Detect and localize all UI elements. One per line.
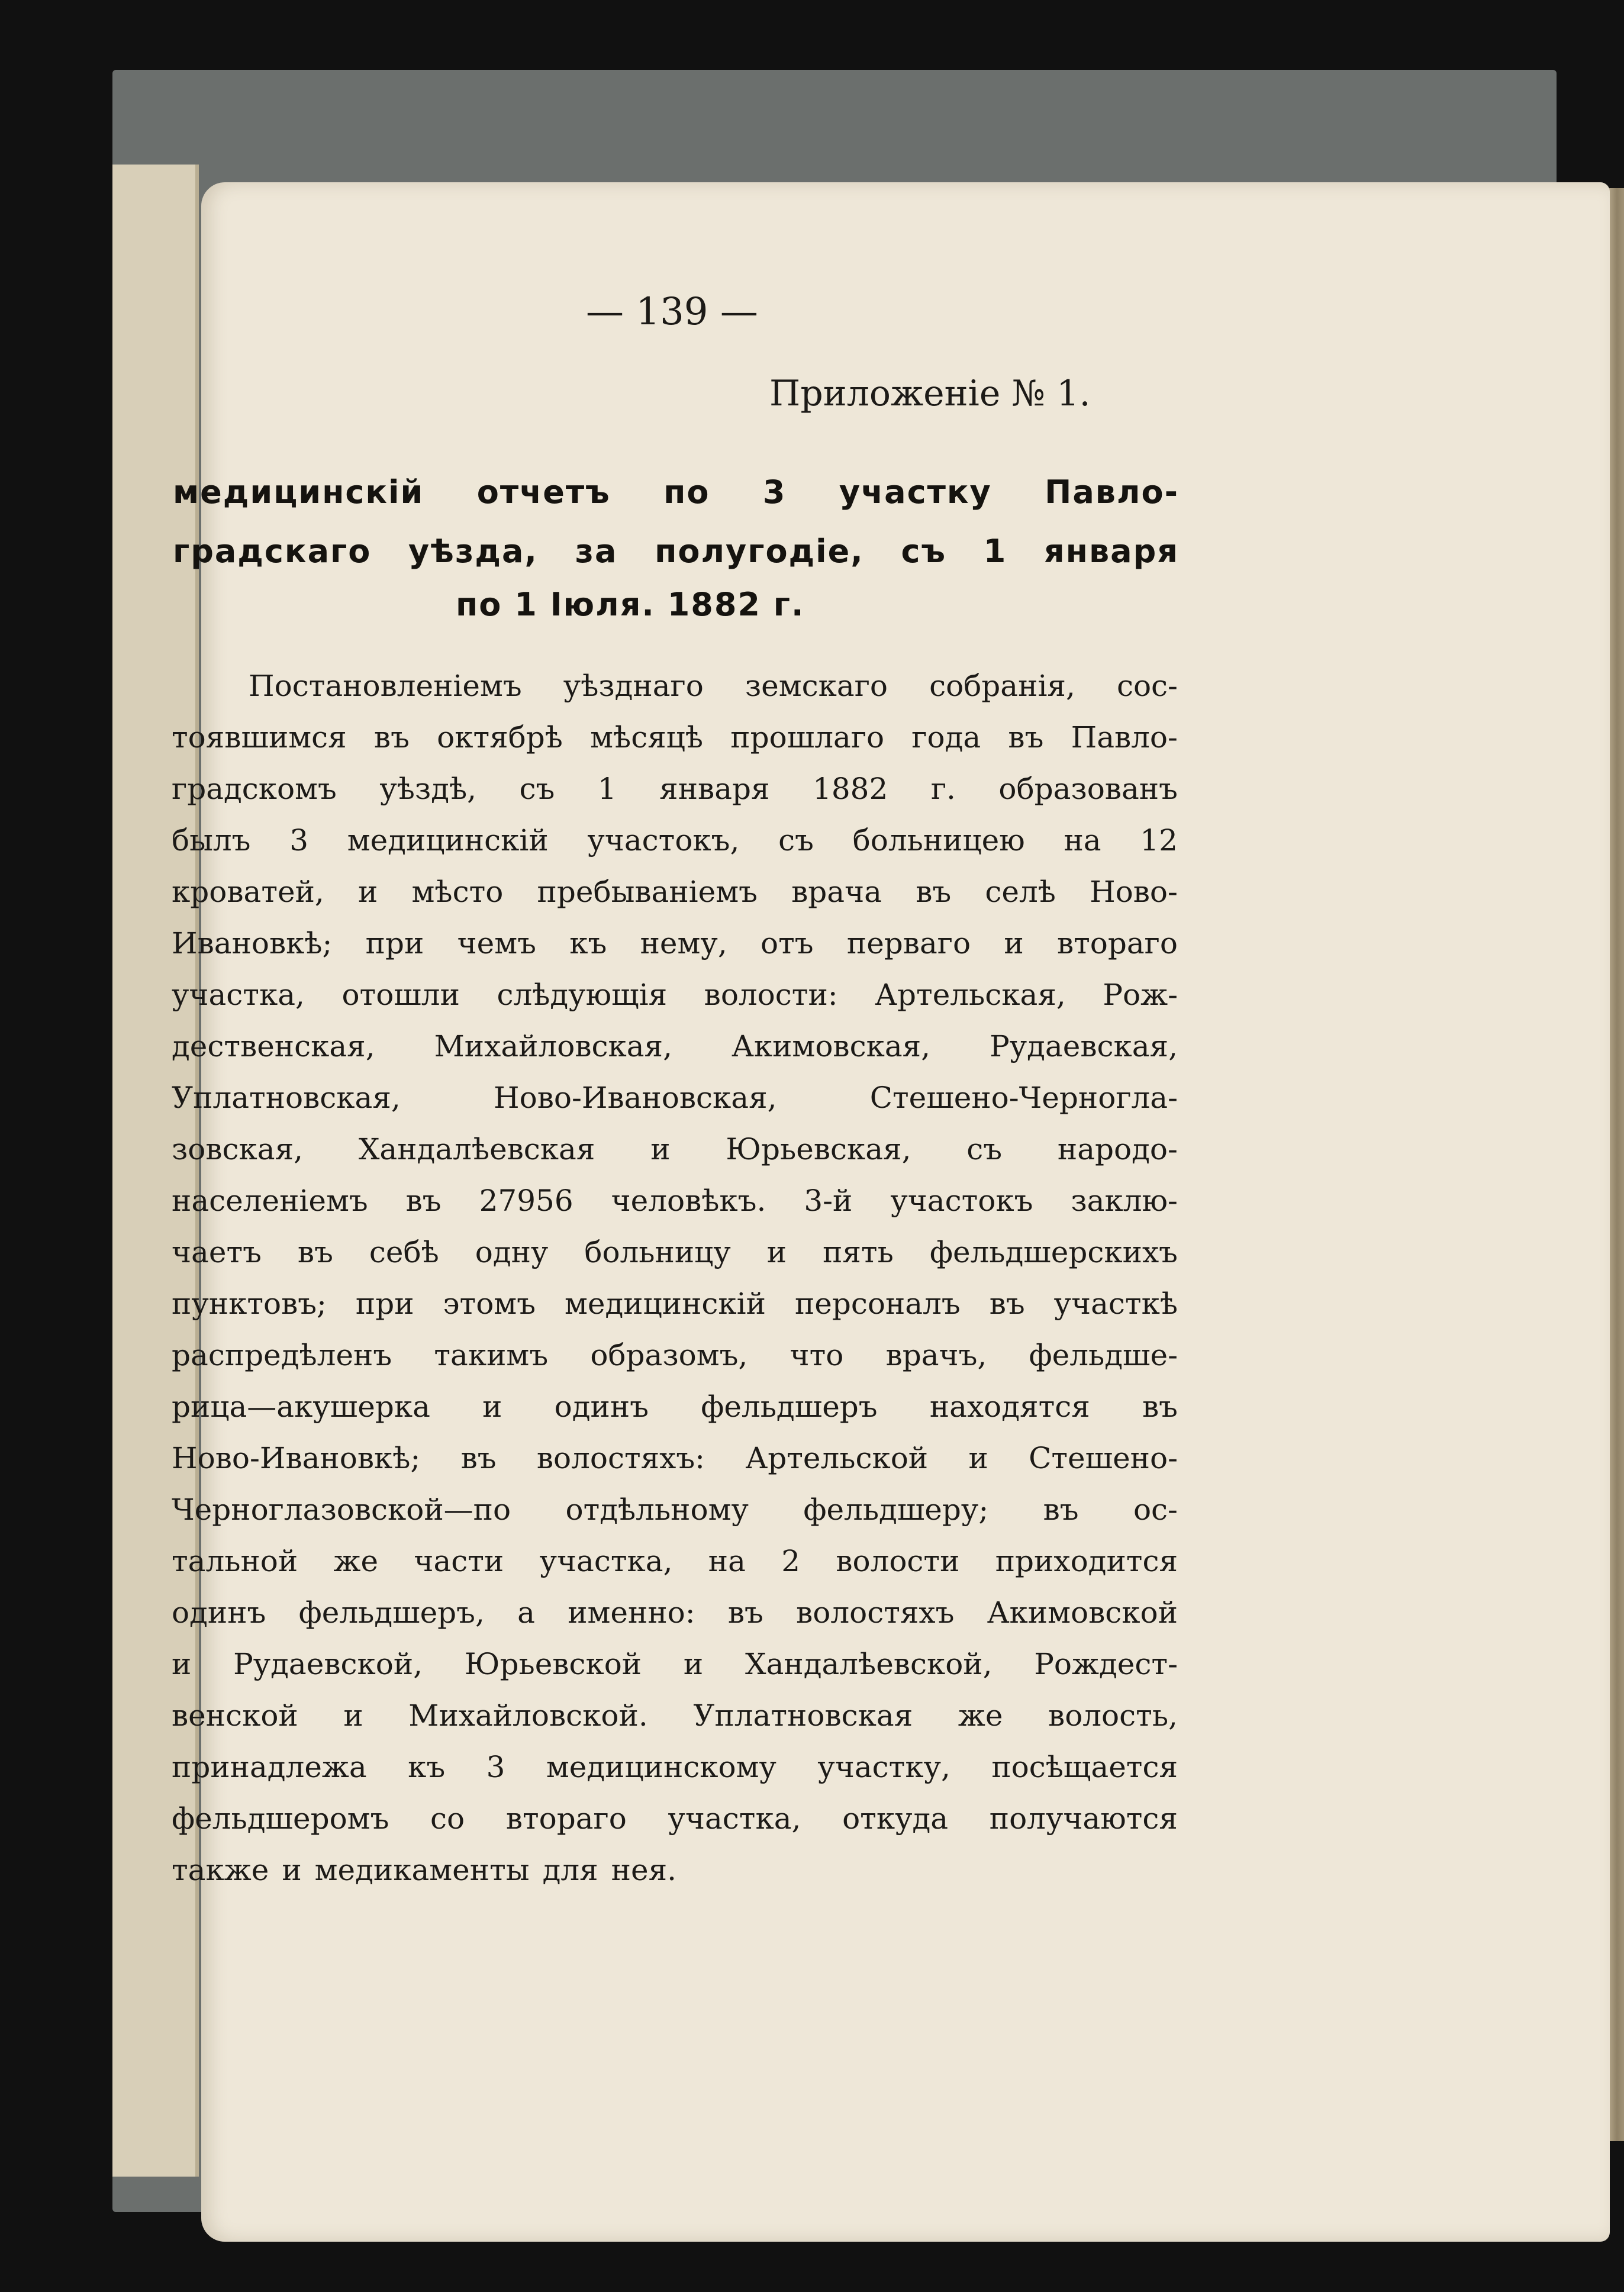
word: именно: xyxy=(568,1595,695,1630)
word: откуда xyxy=(842,1801,949,1836)
text-line xyxy=(172,1535,1178,1587)
word: этомъ xyxy=(443,1286,536,1321)
text-line xyxy=(172,1690,1178,1741)
word: участку, xyxy=(817,1749,950,1784)
word: для xyxy=(542,1852,598,1887)
word: части xyxy=(414,1543,504,1578)
text-line xyxy=(172,1587,1178,1638)
word: образованъ xyxy=(998,771,1178,806)
text-line xyxy=(172,866,1178,917)
word: 12 xyxy=(1140,823,1178,858)
word: Ивановкѣ; xyxy=(172,926,333,960)
word: перваго xyxy=(846,926,971,960)
word: и xyxy=(968,1440,988,1475)
word: 27956 xyxy=(479,1183,573,1218)
title-word: января xyxy=(1044,533,1179,570)
word: фельдше- xyxy=(1029,1337,1178,1372)
word: тальной xyxy=(172,1543,298,1578)
word: нему, xyxy=(640,926,727,960)
text-line xyxy=(172,1329,1178,1381)
word: слѣдующія xyxy=(497,977,668,1012)
word: находятся xyxy=(929,1389,1090,1424)
text-line xyxy=(172,1381,1178,1432)
word: Ново-Ивановкѣ; xyxy=(172,1440,421,1475)
word: населеніемъ xyxy=(172,1183,368,1218)
text-line xyxy=(172,917,1178,969)
word: Артельской xyxy=(745,1440,929,1475)
word: человѣкъ. xyxy=(611,1183,766,1218)
word: втораго xyxy=(1056,926,1178,960)
word: и xyxy=(358,874,378,909)
word: января xyxy=(659,771,770,806)
word: Акимовской xyxy=(987,1595,1178,1630)
word: 3 xyxy=(486,1749,505,1784)
word: такимъ xyxy=(434,1337,549,1372)
word: 1 xyxy=(597,771,617,806)
word: больницу xyxy=(584,1234,731,1269)
word: мѣсяцѣ xyxy=(590,720,704,755)
word: медицинскій xyxy=(347,823,549,858)
title-word: уѣзда, xyxy=(408,533,538,570)
word: медицинскій xyxy=(565,1286,766,1321)
title-word: медицинскій xyxy=(173,473,424,511)
word: зовская, xyxy=(172,1132,304,1166)
word: что xyxy=(790,1337,844,1372)
text-line xyxy=(172,1793,1178,1844)
word: распредѣленъ xyxy=(172,1337,392,1372)
word: въ xyxy=(460,1440,497,1475)
word: при xyxy=(365,926,424,960)
word: Юрьевской xyxy=(464,1646,642,1681)
word: г. xyxy=(930,771,956,806)
body-text xyxy=(172,660,1178,1896)
word: себѣ xyxy=(369,1234,439,1269)
word: кроватей, xyxy=(172,874,324,909)
word: участкѣ xyxy=(1053,1286,1178,1321)
word: въ xyxy=(1142,1389,1178,1424)
text-line xyxy=(172,1432,1178,1484)
word: участка, xyxy=(668,1801,801,1836)
word: собранія, xyxy=(929,668,1075,703)
text-line xyxy=(172,1741,1178,1793)
title-word: градскаго xyxy=(173,533,372,570)
word: народо- xyxy=(1057,1132,1178,1166)
word: и xyxy=(683,1646,704,1681)
word: участокъ, xyxy=(587,823,740,858)
word: волости: xyxy=(704,977,838,1012)
word: участокъ xyxy=(890,1183,1033,1218)
word: Рож- xyxy=(1103,977,1178,1012)
word: персоналъ xyxy=(794,1286,961,1321)
word: въ xyxy=(989,1286,1025,1321)
word: волость, xyxy=(1048,1698,1178,1733)
title-word: полугодіе, xyxy=(655,533,864,570)
word: Павло- xyxy=(1071,720,1178,755)
word: Уплатновская xyxy=(693,1698,913,1733)
word: и xyxy=(1004,926,1024,960)
word: 3 xyxy=(289,823,308,858)
word: фельдшерскихъ xyxy=(929,1234,1178,1269)
word: же xyxy=(333,1543,379,1578)
word: венской xyxy=(172,1698,298,1733)
word: Ново-Ивановская, xyxy=(494,1080,777,1115)
word: отдѣльному xyxy=(565,1492,749,1527)
word: втораго xyxy=(505,1801,627,1836)
word: въ xyxy=(405,1183,442,1218)
word: Уплатновская, xyxy=(172,1080,401,1115)
word: отошли xyxy=(341,977,460,1012)
word: участка, xyxy=(539,1543,673,1578)
word: земскаго xyxy=(745,668,888,703)
text-line xyxy=(172,1175,1178,1226)
text-line xyxy=(172,1020,1178,1072)
text-line xyxy=(172,969,1178,1020)
word: 1882 xyxy=(813,771,888,806)
word: а xyxy=(517,1595,535,1630)
word: больницею xyxy=(852,823,1025,858)
word: одну xyxy=(475,1234,549,1269)
word: года xyxy=(911,720,981,755)
word: Стешено- xyxy=(1029,1440,1178,1475)
word: приходится xyxy=(995,1543,1178,1578)
word: Михайловской. xyxy=(408,1698,648,1733)
word: Ново- xyxy=(1090,874,1178,909)
word: Черноглазовской—по xyxy=(172,1492,511,1527)
word: Юрьевская, xyxy=(726,1132,911,1166)
word: въ xyxy=(916,874,952,909)
word: Михайловская, xyxy=(434,1029,672,1063)
text-line xyxy=(172,763,1178,814)
text-line xyxy=(172,1638,1178,1690)
word: въ xyxy=(1043,1492,1079,1527)
word: одинъ xyxy=(172,1595,266,1630)
word: Рудаевской, xyxy=(233,1646,423,1681)
title-line xyxy=(173,473,1179,511)
text-line xyxy=(172,1484,1178,1535)
word: рица—акушерка xyxy=(172,1389,430,1424)
word: посѣщается xyxy=(991,1749,1178,1784)
word: получаются xyxy=(989,1801,1178,1836)
word: фельдшеру; xyxy=(803,1492,989,1527)
word: образомъ, xyxy=(590,1337,748,1372)
word: медикаменты xyxy=(314,1852,530,1887)
word: врача xyxy=(791,874,882,909)
word: съ xyxy=(966,1132,1003,1166)
word: уѣздѣ, xyxy=(379,771,477,806)
word: при xyxy=(355,1286,414,1321)
word: Рождест- xyxy=(1034,1646,1178,1681)
word: волостяхъ: xyxy=(536,1440,705,1475)
word: и xyxy=(766,1234,787,1269)
word: одинъ xyxy=(554,1389,649,1424)
word: въ xyxy=(297,1234,333,1269)
word: въ xyxy=(373,720,410,755)
word: и xyxy=(650,1132,671,1166)
word: заклю- xyxy=(1071,1183,1178,1218)
word: волостяхъ xyxy=(796,1595,955,1630)
title-word: Павло- xyxy=(1045,473,1179,511)
word: Постановленіемъ xyxy=(249,668,522,703)
word: нея. xyxy=(611,1852,677,1887)
word: съ xyxy=(519,771,555,806)
text-line xyxy=(172,1278,1178,1329)
word: на xyxy=(708,1543,746,1578)
word: также xyxy=(172,1852,269,1887)
word: фельдшеръ, xyxy=(298,1595,485,1630)
text-line xyxy=(172,1072,1178,1123)
word: фельдшеромъ xyxy=(172,1801,389,1836)
title-line: по 1 Іюля. 1882 г. xyxy=(456,586,805,623)
word: въ xyxy=(727,1595,763,1630)
word: октябрѣ xyxy=(437,720,563,755)
word: селѣ xyxy=(985,874,1056,909)
text-line xyxy=(172,660,1178,711)
word: на xyxy=(1064,823,1101,858)
word: пребываніемъ xyxy=(537,874,758,909)
word: участка, xyxy=(172,977,305,1012)
word: пунктовъ; xyxy=(172,1286,327,1321)
word: Стешено-Черногла- xyxy=(869,1080,1178,1115)
title-word: 1 xyxy=(983,533,1007,570)
word: сос- xyxy=(1116,668,1178,703)
word: врачъ, xyxy=(885,1337,987,1372)
word: къ xyxy=(569,926,607,960)
word: чаетъ xyxy=(172,1234,262,1269)
word: пять xyxy=(823,1234,894,1269)
title-word: отчетъ xyxy=(476,473,611,511)
appendix-label: Приложеніе № 1. xyxy=(769,373,1091,414)
title-word: участку xyxy=(839,473,992,511)
title-word: за xyxy=(575,533,618,570)
word: отъ xyxy=(761,926,814,960)
word: и xyxy=(343,1698,363,1733)
text-line xyxy=(172,814,1178,866)
word: чемъ xyxy=(457,926,536,960)
word: же xyxy=(958,1698,1003,1733)
text-line xyxy=(172,1844,1178,1896)
word: Хандалѣевская xyxy=(358,1132,595,1166)
word: Хандалѣевской, xyxy=(745,1646,993,1681)
word: медицинскому xyxy=(546,1749,776,1784)
word: со xyxy=(430,1801,465,1836)
word: волости xyxy=(836,1543,960,1578)
word: былъ xyxy=(172,823,251,858)
title-word: 3 xyxy=(762,473,787,511)
word: въ xyxy=(1008,720,1044,755)
page-number: — 139 — xyxy=(586,290,758,334)
word: прошлаго xyxy=(730,720,885,755)
word: Акимовская, xyxy=(731,1029,931,1063)
word: и xyxy=(172,1646,192,1681)
word: уѣзднаго xyxy=(563,668,704,703)
title-line xyxy=(173,533,1179,570)
text-line xyxy=(172,1123,1178,1175)
word: и xyxy=(282,1852,302,1887)
word: градскомъ xyxy=(172,771,337,806)
word: дественская, xyxy=(172,1029,375,1063)
title-word: по xyxy=(663,473,710,511)
word: и xyxy=(482,1389,502,1424)
text-line xyxy=(172,711,1178,763)
word: ос- xyxy=(1133,1492,1178,1527)
word: съ xyxy=(778,823,814,858)
word: 2 xyxy=(781,1543,801,1578)
title-word: съ xyxy=(901,533,947,570)
word: къ xyxy=(408,1749,446,1784)
word: Рудаевская, xyxy=(990,1029,1178,1063)
word: фельдшеръ xyxy=(701,1389,878,1424)
word: Артельская, xyxy=(875,977,1066,1012)
text-line xyxy=(172,1226,1178,1278)
word: мѣсто xyxy=(411,874,504,909)
word: тоявшимся xyxy=(172,720,347,755)
word: принадлежа xyxy=(172,1749,367,1784)
word: 3-й xyxy=(804,1183,853,1218)
